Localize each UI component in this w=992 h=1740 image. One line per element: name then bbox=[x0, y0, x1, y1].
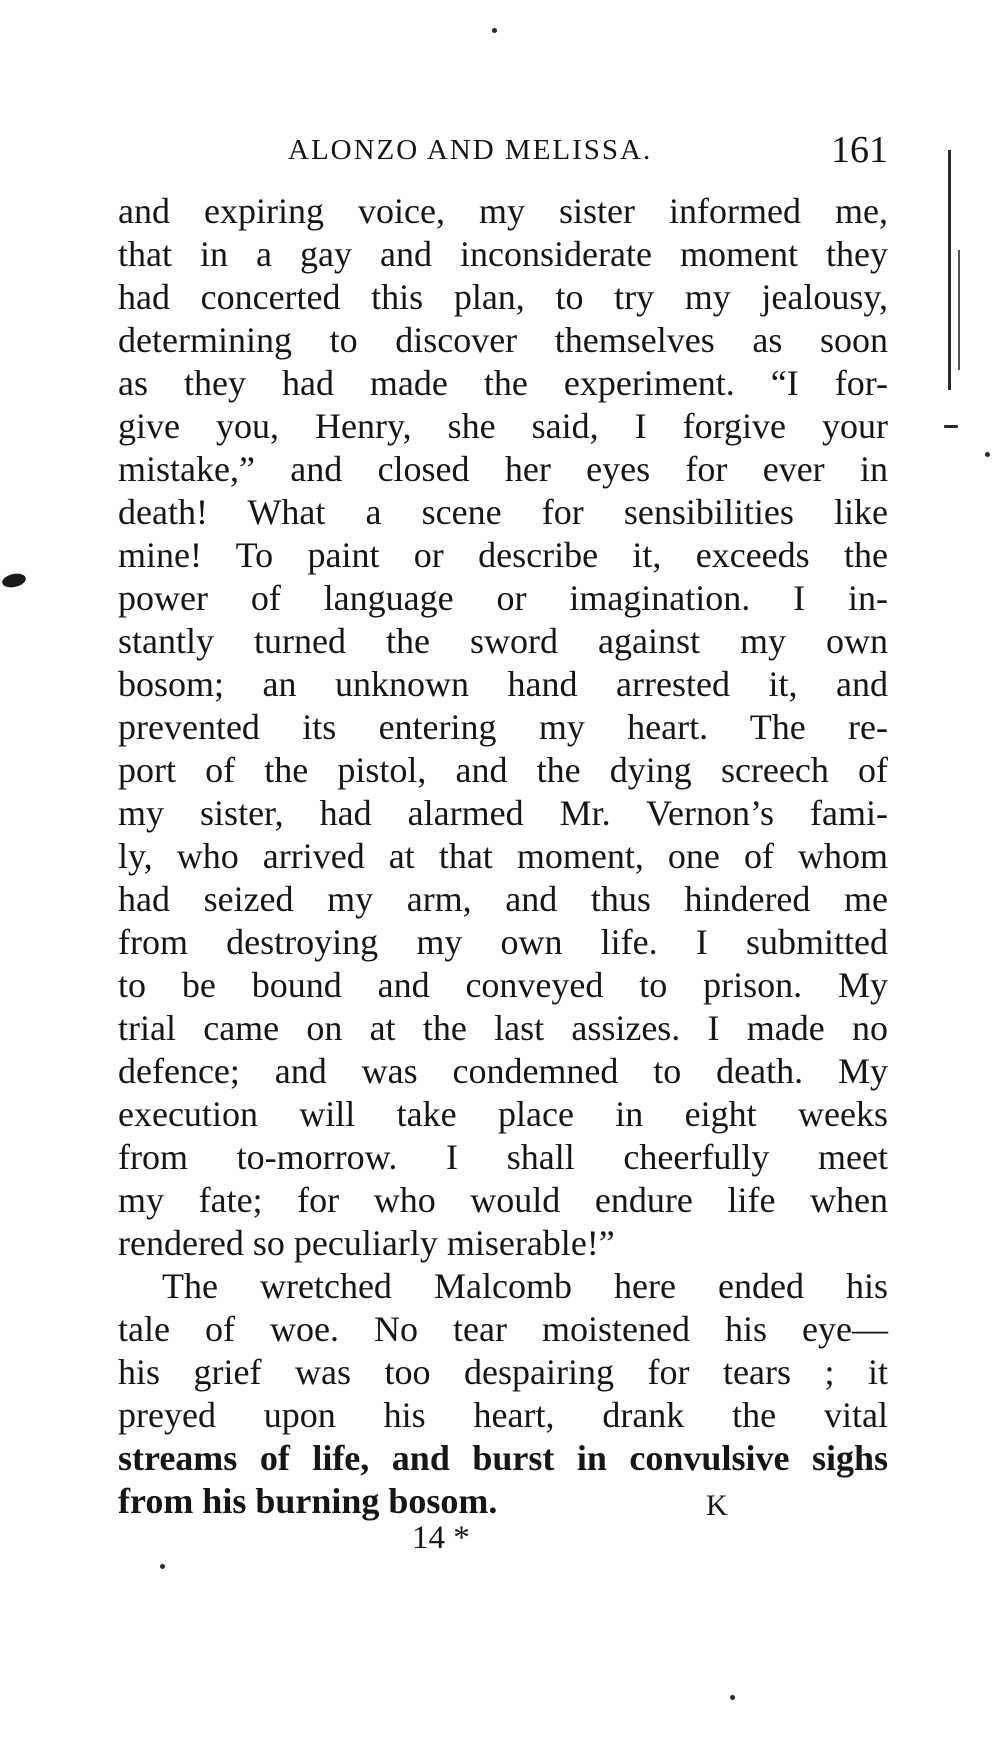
text-line: port of the pistol, and the dying screech of bbox=[118, 750, 888, 790]
ink-speck bbox=[492, 28, 497, 33]
text-line: determining to discover themselves as soon bbox=[118, 320, 888, 360]
text-line: stantly turned the sword against my own bbox=[118, 621, 888, 661]
text-line: my fate; for who would endure life when bbox=[118, 1180, 888, 1220]
text-line: rendered so peculiarly miserable!” bbox=[118, 1223, 615, 1263]
text-line: his grief was too despairing for tears ; it bbox=[118, 1352, 888, 1392]
text-line: had concerted this plan, to try my jealousy, bbox=[118, 277, 888, 317]
running-title: ALONZO AND MELISSA. bbox=[288, 134, 653, 166]
text-line: my sister, had alarmed Mr. Vernon’s fami- bbox=[118, 793, 888, 833]
page-number: 161 bbox=[831, 129, 888, 171]
text-line: mine! To paint or describe it, exceeds the bbox=[118, 535, 888, 575]
text-line: as they had made the experiment. “I for- bbox=[118, 363, 888, 403]
text-line: death! What a scene for sensibilities like bbox=[118, 492, 888, 532]
ink-speck bbox=[730, 1695, 735, 1700]
text-line: from his burning bosom. bbox=[118, 1481, 498, 1521]
text-line: tale of woe. No tear moistened his eye— bbox=[118, 1309, 888, 1349]
text-line: give you, Henry, she said, I forgive your bbox=[118, 406, 888, 446]
text-line: power of language or imagination. I in- bbox=[118, 578, 888, 618]
signature-mark: K bbox=[706, 1489, 728, 1522]
gathering-mark: 14 * bbox=[412, 1520, 470, 1556]
ink-speck bbox=[160, 1564, 165, 1569]
final-line-row bbox=[118, 1480, 888, 1523]
text-line: to be bound and conveyed to prison. My bbox=[118, 965, 888, 1005]
text-line: from to-morrow. I shall cheerfully meet bbox=[118, 1137, 888, 1177]
ink-blot bbox=[1, 572, 27, 590]
running-head bbox=[118, 128, 888, 178]
text-line: ly, who arrived at that moment, one of whom bbox=[118, 836, 888, 876]
text-line: defence; and was condemned to death. My bbox=[118, 1051, 888, 1091]
margin-rule bbox=[948, 150, 951, 390]
text-line: that in a gay and inconsiderate moment they bbox=[118, 234, 888, 274]
text-line: prevented its entering my heart. The re- bbox=[118, 707, 888, 747]
body-text bbox=[118, 190, 888, 1523]
text-line: trial came on at the last assizes. I made no bbox=[118, 1008, 888, 1048]
text-line: from destroying my own life. I submitted bbox=[118, 922, 888, 962]
text-line: bosom; an unknown hand arrested it, and bbox=[118, 664, 888, 704]
text-line: mistake,” and closed her eyes for ever in bbox=[118, 449, 888, 489]
text-line: streams of life, and burst in convulsive sighs bbox=[118, 1438, 888, 1478]
text-line: preyed upon his heart, drank the vital bbox=[118, 1395, 888, 1435]
text-line: had seized my arm, and thus hindered me bbox=[118, 879, 888, 919]
paragraph-start-line: The wretched Malcomb here ended his bbox=[162, 1266, 888, 1306]
text-line: and expiring voice, my sister informed me, bbox=[118, 191, 888, 231]
ink-speck bbox=[944, 425, 958, 428]
ink-speck bbox=[985, 452, 990, 457]
text-line: execution will take place in eight weeks bbox=[118, 1094, 888, 1134]
margin-rule bbox=[958, 250, 960, 370]
